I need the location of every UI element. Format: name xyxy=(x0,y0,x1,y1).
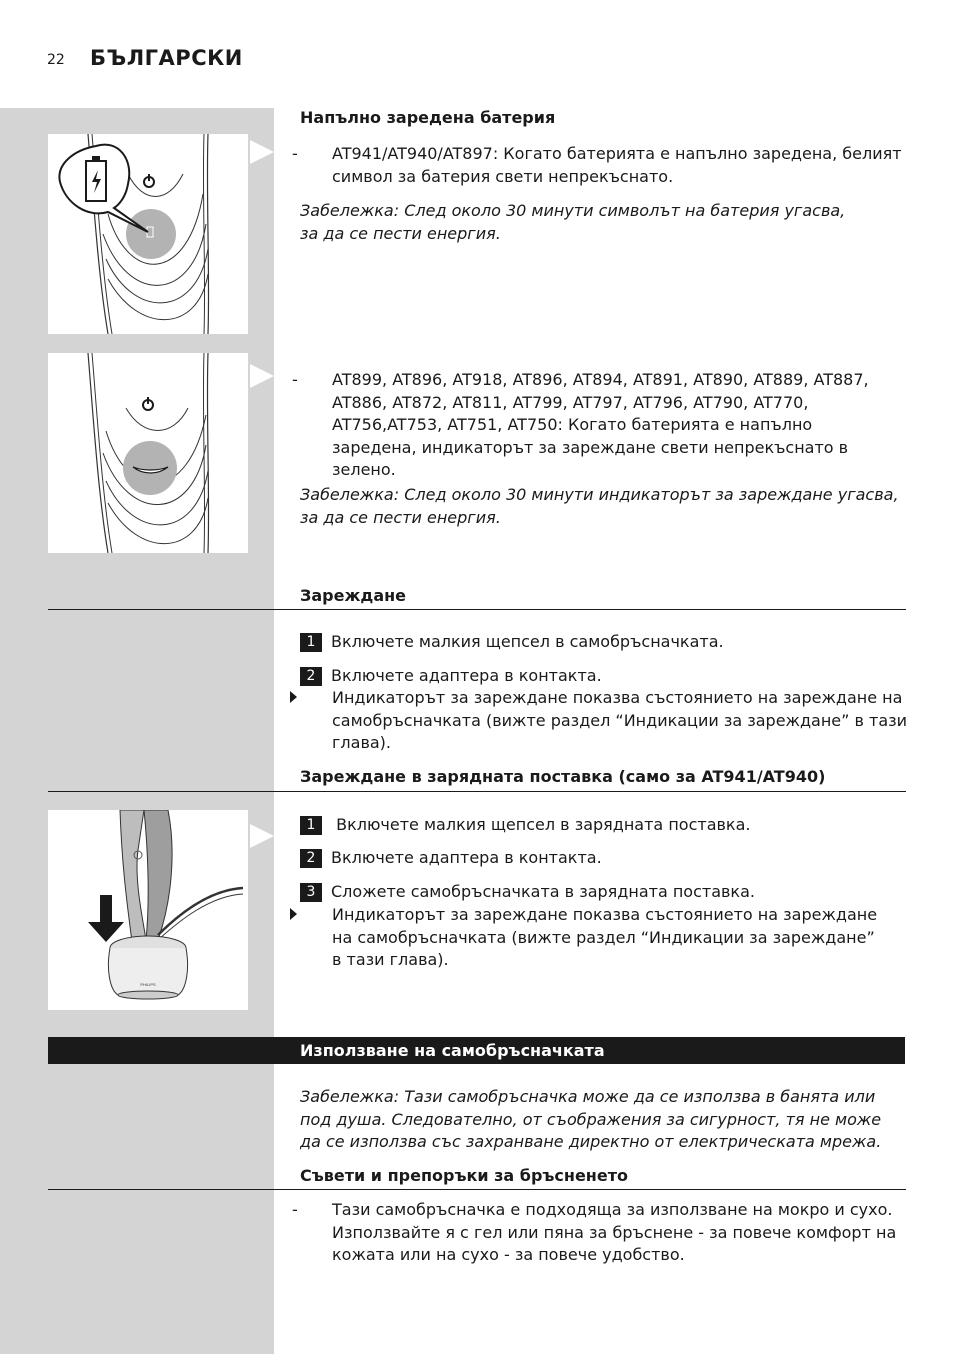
step-text: Сложете самобръсначката в зарядната поставка. xyxy=(331,882,755,901)
list-item-battery-1: - AT941/AT940/AT897: Когато батерията е напълно заредена, белият символ за батерия свети непрекъснато. xyxy=(292,144,902,186)
step-number: 2 xyxy=(300,667,322,686)
figure-charging-stand xyxy=(48,810,248,1010)
list-item-tips-1: - Тази самобръсначка е подходяща за използване на мокро и сухо. Използвайте я с гел или пяна за бръснене - за повече комфорт на кожата или на сухо - за повече удобство. xyxy=(292,1200,897,1264)
step-2 xyxy=(300,665,602,688)
figure-charge-indicator xyxy=(48,353,248,553)
rule-stand-charging xyxy=(48,791,906,792)
language-title: БЪЛГАРСКИ xyxy=(90,46,243,70)
result-stand-charging: Индикаторът за зареждане показва състоянието на зареждане на самобръсначката (вижте раздел “Индикации за зареждане” в тази глава). xyxy=(290,904,910,972)
heading-using: Използване на самобръсначката xyxy=(300,1041,605,1060)
step-number: 1 xyxy=(300,816,322,835)
dash-marker: - xyxy=(292,1200,298,1219)
step-text: Включете малкия щепсел в самобръсначката. xyxy=(331,632,724,651)
step-text: Включете адаптера в контакта. xyxy=(331,848,602,867)
step-3 xyxy=(300,881,755,904)
step-1 xyxy=(300,631,724,654)
step-number: 1 xyxy=(300,633,322,652)
note-using: Забележка: Тази самобръсначка може да се използва в банята или под душа. Следователно, от съображения за сигурност, тя не може да се използва със захранване директно от електрическата мрежа. xyxy=(300,1087,882,1151)
figure-battery-symbol xyxy=(48,134,248,334)
step-2 xyxy=(300,847,602,870)
dash-marker: - xyxy=(292,144,298,163)
step-1 xyxy=(300,814,750,837)
result-arrow-icon xyxy=(290,908,297,920)
step-number: 2 xyxy=(300,849,322,868)
heading-stand-charging: Зареждане в зарядната поставка (само за AT941/AT940) xyxy=(300,767,826,786)
stand-brand-text: PHILIPS xyxy=(140,982,156,987)
rule-charging xyxy=(48,609,906,610)
result-arrow-icon xyxy=(290,691,297,703)
heading-charging: Зареждане xyxy=(300,586,407,605)
step-text: Включете малкия щепсел в зарядната поставка. xyxy=(331,815,751,834)
step-number: 3 xyxy=(300,883,322,902)
rule-tips xyxy=(48,1189,906,1190)
step-text: Включете адаптера в контакта. xyxy=(331,666,602,685)
figure-pointer-2 xyxy=(250,364,274,388)
note-charge-indicator: Забележка: След около 30 минути индикаторът за зареждане угасва, за да се пести енергия. xyxy=(300,485,899,527)
heading-tips: Съвети и препоръки за бръсненето xyxy=(300,1166,628,1185)
list-item-battery-2: - AT899, AT896, AT918, AT896, AT894, AT891, AT890, AT889, AT887, AT886, AT872, AT811, AT799, AT797, AT796, AT790, AT770, AT756,AT753, AT751, AT750: Когато батерията е напълно заредена, индикаторът за зареждане свети непрекъснато в зелено. xyxy=(292,370,869,479)
result-charging: Индикаторът за зареждане показва състоянието на зареждане на самобръсначката (вижте раздел “Индикации за зареждане” в тази глава). xyxy=(290,687,910,755)
page-number: 22 xyxy=(47,52,65,68)
section-bar-using xyxy=(48,1037,905,1064)
note-battery-symbol: Забележка: След около 30 минути символът на батерия угасва, за да се пести енергия. xyxy=(300,201,846,243)
heading-battery-full: Напълно заредена батерия xyxy=(300,108,556,127)
figure-pointer-1 xyxy=(250,140,274,164)
dash-marker: - xyxy=(292,370,298,389)
figure-pointer-3 xyxy=(250,824,274,848)
